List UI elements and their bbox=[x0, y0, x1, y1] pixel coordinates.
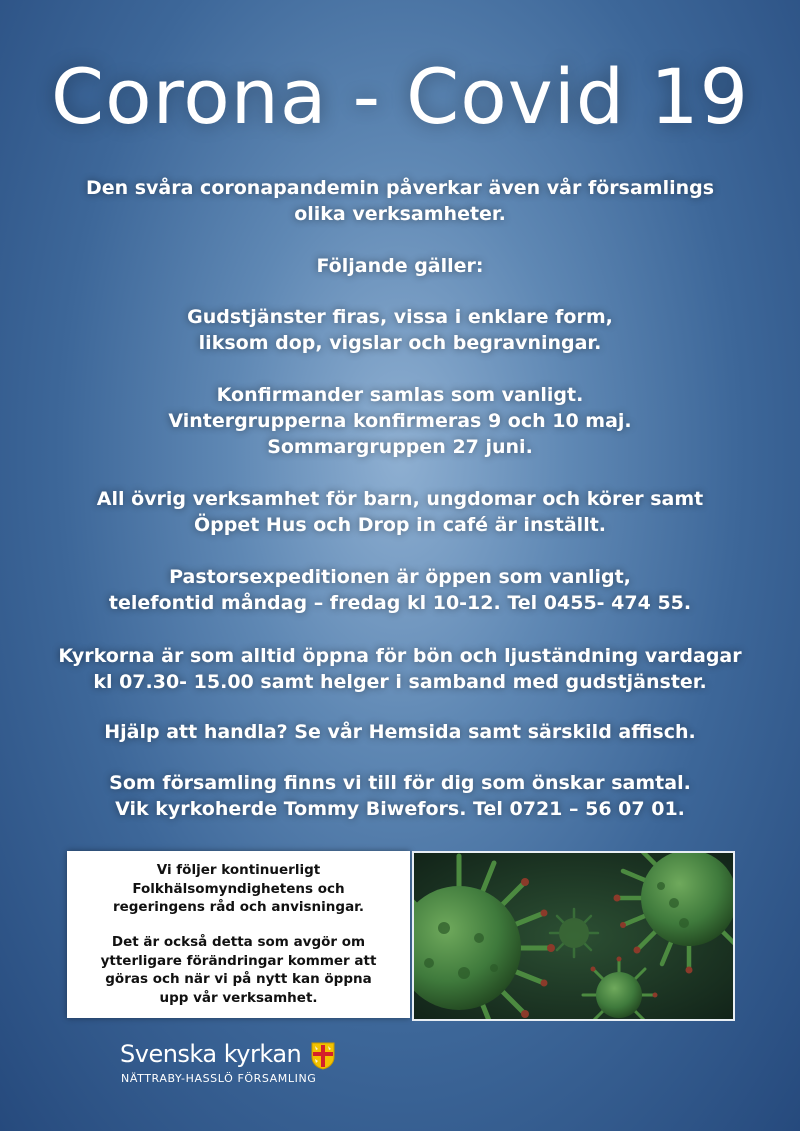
logo-name: Svenska kyrkan bbox=[120, 1040, 302, 1068]
paragraph-heading bbox=[20, 253, 780, 279]
info-block-guidelines bbox=[77, 861, 400, 917]
text-line: Öppet Hus och Drop in café är inställt. bbox=[193, 514, 607, 536]
text-line: Pastorsexpeditionen är öppen som vanligt, bbox=[169, 566, 631, 588]
info-block-changes bbox=[77, 933, 400, 1007]
info-line: upp vår verksamhet. bbox=[159, 989, 318, 1006]
text-line: Gudstjänster firas, vissa i enklare form, bbox=[187, 306, 613, 328]
text-line: Vintergrupperna konfirmeras 9 och 10 maj. bbox=[168, 410, 632, 432]
text-line: Konfirmander samlas som vanligt. bbox=[216, 384, 584, 406]
text-line: Hjälp att handla? Se vår Hemsida samt särskild affisch. bbox=[104, 721, 696, 743]
paragraph-contact bbox=[20, 770, 780, 822]
text-line: Följande gäller: bbox=[316, 255, 484, 277]
logo-subtitle: NÄTTRABY-HASSLÖ FÖRSAMLING bbox=[121, 1072, 317, 1085]
paragraph-intro bbox=[20, 175, 780, 227]
text-line: Som församling finns vi till för dig som önskar samtal. bbox=[109, 772, 691, 794]
text-line: Den svåra coronapandemin påverkar även vår församlings bbox=[85, 177, 715, 199]
text-line: Vik kyrkoherde Tommy Biwefors. Tel 0721 – 56 07 01. bbox=[115, 798, 685, 820]
text-line: kl 07.30- 15.00 samt helger i samband med gudstjänster. bbox=[93, 671, 707, 693]
info-line: Vi följer kontinuerligt bbox=[156, 862, 321, 878]
coronavirus-illustration-icon bbox=[414, 853, 733, 1019]
info-line: Folkhälsomyndighetens och bbox=[132, 880, 345, 897]
info-line: göras och när vi på nytt kan öppna bbox=[105, 971, 372, 987]
text-line: All övrig verksamhet för barn, ungdomar och körer samt bbox=[96, 488, 704, 510]
page-title: Corona - Covid 19 bbox=[51, 52, 749, 141]
paragraph-shopping-help bbox=[20, 719, 780, 745]
text-line: Kyrkorna är som alltid öppna för bön och ljuständning vardagar bbox=[58, 645, 742, 667]
paragraph-activities bbox=[20, 486, 780, 538]
text-line: Sommargruppen 27 juni. bbox=[267, 436, 533, 458]
info-line: Det är också detta som avgör om bbox=[111, 934, 366, 950]
paragraph-churches bbox=[20, 643, 780, 695]
info-line: ytterligare förändringar kommer att bbox=[100, 952, 377, 969]
paragraph-services bbox=[20, 304, 780, 356]
svenska-kyrkan-logo bbox=[120, 1040, 350, 1090]
coronavirus-image bbox=[412, 851, 735, 1021]
church-shield-icon bbox=[311, 1042, 335, 1070]
text-line: telefontid måndag – fredag kl 10-12. Tel 0455- 474 55. bbox=[108, 592, 692, 614]
info-line: regeringens råd och anvisningar. bbox=[112, 899, 365, 915]
text-line: olika verksamheter. bbox=[294, 203, 506, 225]
text-line: liksom dop, vigslar och begravningar. bbox=[198, 332, 602, 354]
paragraph-office bbox=[20, 564, 780, 616]
paragraph-confirmation bbox=[20, 382, 780, 460]
info-box bbox=[67, 851, 410, 1018]
